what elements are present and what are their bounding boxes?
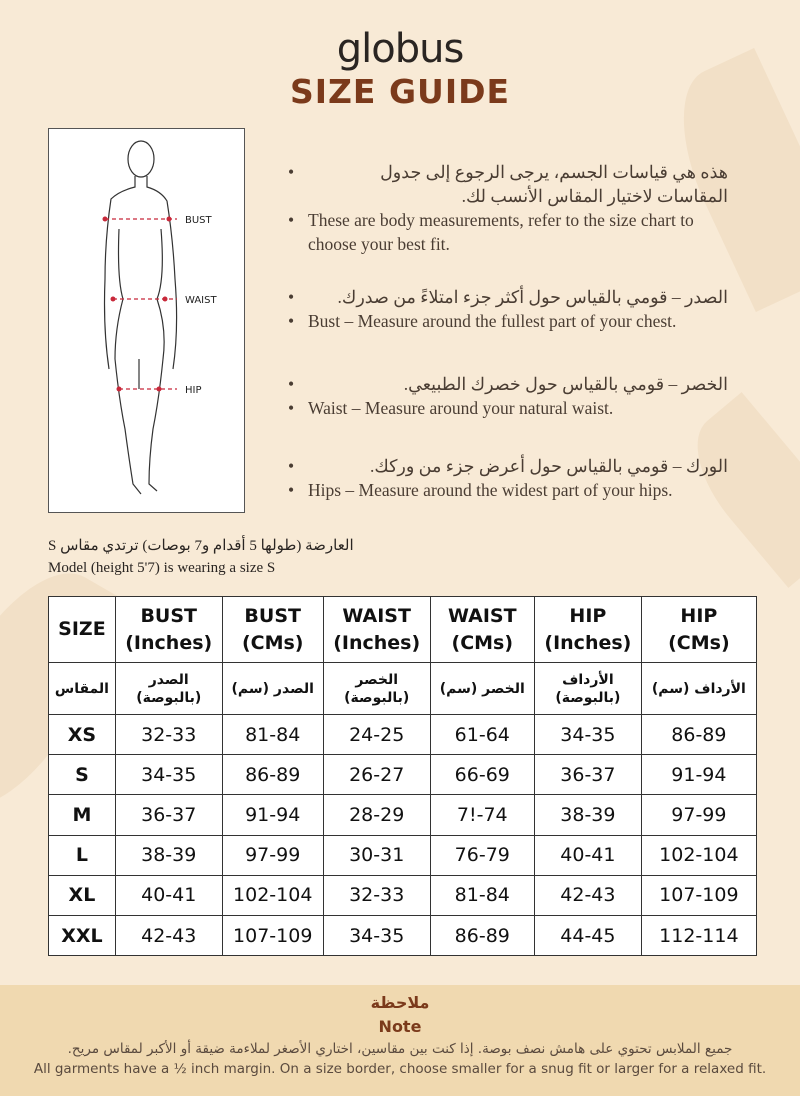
- measurement-cell: 40-41: [535, 835, 642, 875]
- column-header-ar-text: (بالبوصة): [344, 689, 410, 706]
- measurement-cell: 81-84: [430, 875, 534, 915]
- measurement-cell: 91-94: [222, 795, 323, 835]
- column-header-text: (Inches): [333, 631, 421, 654]
- column-header-text: (CMs): [451, 631, 514, 654]
- table-row: [49, 875, 757, 915]
- column-header: [115, 597, 222, 663]
- brand-logo: globus: [336, 26, 464, 72]
- arabic-header-row: [49, 663, 757, 715]
- note-text-en: All garments have a ½ inch margin. On a size border, choose smaller for a snug fit or larger for a relaxed fit.: [33, 1061, 767, 1077]
- page-title: SIZE GUIDE: [289, 72, 511, 111]
- column-header-text: WAIST: [342, 604, 411, 627]
- column-header-text: WAIST: [448, 604, 517, 627]
- column-header-text: HIP: [569, 604, 607, 627]
- measurement-cell: 86-89: [222, 755, 323, 795]
- measurement-cell: 24-25: [323, 715, 430, 755]
- column-header-text: (CMs): [668, 631, 730, 654]
- measurement-cell: 107-109: [641, 875, 756, 915]
- measurement-cell: 28-29: [323, 795, 430, 835]
- bullet-ar: • هذه هي قياسات الجسم، يرجى الرجوع إلى جدول المقاسات لاختيار المقاس الأنسب لك.: [288, 160, 728, 208]
- bust-label: BUST: [185, 215, 212, 226]
- body-measurement-figure: [48, 128, 245, 513]
- table-row: [49, 715, 757, 755]
- body-silhouette-icon: [49, 129, 246, 514]
- column-header: [222, 597, 323, 663]
- table-row: [49, 795, 757, 835]
- column-header-ar: [49, 663, 116, 715]
- bullet-en: • Waist – Measure around your natural waist.: [288, 396, 728, 420]
- note-title-en: Note: [378, 1017, 422, 1036]
- measurement-cell: 38-39: [115, 835, 222, 875]
- column-header-ar: [535, 663, 642, 715]
- size-cell: XXL: [49, 915, 116, 955]
- column-header: [323, 597, 430, 663]
- table-row: [49, 755, 757, 795]
- column-header-ar-text: الأرداف (سم): [651, 680, 746, 697]
- size-chart-table: [48, 596, 757, 956]
- measurement-cell: 38-39: [535, 795, 642, 835]
- size-cell: XS: [49, 715, 116, 755]
- measurement-cell: 86-89: [641, 715, 756, 755]
- measurement-cell: 61-64: [430, 715, 534, 755]
- column-header-ar: [323, 663, 430, 715]
- column-header-ar-text: (بالبوصة): [136, 689, 202, 706]
- size-cell: XL: [49, 875, 116, 915]
- measurement-cell: 7!-74: [430, 795, 534, 835]
- measurement-cell: 102-104: [641, 835, 756, 875]
- measurement-cell: 32-33: [115, 715, 222, 755]
- bullet-en: • Bust – Measure around the fullest part of your chest.: [288, 309, 728, 333]
- measurement-cell: 97-99: [641, 795, 756, 835]
- note-title-ar: ملاحظة: [370, 993, 430, 1012]
- measurement-cell: 40-41: [115, 875, 222, 915]
- column-header-text: BUST: [244, 604, 301, 627]
- column-header-ar-text: المقاس: [54, 680, 109, 697]
- measurement-cell: 26-27: [323, 755, 430, 795]
- size-cell: L: [49, 835, 116, 875]
- column-header-text: (Inches): [544, 631, 632, 654]
- column-header: [535, 597, 642, 663]
- measurement-cell: 34-35: [323, 915, 430, 955]
- column-header-ar-text: الخصر (سم): [439, 680, 525, 697]
- column-header-text: BUST: [140, 604, 197, 627]
- measurement-cell: 30-31: [323, 835, 430, 875]
- column-header: [641, 597, 756, 663]
- column-header-ar: [641, 663, 756, 715]
- bullet-en: • Hips – Measure around the widest part of your hips.: [288, 478, 728, 502]
- column-header-ar-text: الأرداف: [562, 671, 614, 688]
- table-row: [49, 835, 757, 875]
- instruction-general: [288, 160, 728, 256]
- model-info-en: Model (height 5'7) is wearing a size S: [48, 560, 276, 576]
- column-header-text: (CMs): [241, 631, 304, 654]
- measurement-cell: 32-33: [323, 875, 430, 915]
- column-header-ar-text: (بالبوصة): [555, 689, 621, 706]
- measurement-cell: 36-37: [115, 795, 222, 835]
- column-header-ar-text: الخصر: [355, 671, 399, 688]
- column-header-ar: [430, 663, 534, 715]
- table-row: [49, 915, 757, 955]
- measurement-cell: 91-94: [641, 755, 756, 795]
- instruction-waist: [288, 372, 728, 420]
- measurement-cell: 107-109: [222, 915, 323, 955]
- bullet-ar: • الخصر – قومي بالقياس حول خصرك الطبيعي.: [288, 372, 728, 396]
- column-header-ar: [222, 663, 323, 715]
- header-row: [49, 597, 757, 663]
- measurement-cell: 86-89: [430, 915, 534, 955]
- note-text-ar: جميع الملابس تحتوي على هامش نصف بوصة. إذا كنت بين مقاسين، اختاري الأصغر لملاءمة ضيقة أو الأكبر لمقاس مريح.: [67, 1041, 733, 1057]
- size-cell: M: [49, 795, 116, 835]
- column-header-ar-text: الصدر: [148, 671, 189, 688]
- model-info: [48, 535, 354, 579]
- measurement-cell: 66-69: [430, 755, 534, 795]
- bullet-ar: • الورك – قومي بالقياس حول أعرض جزء من وركك.: [288, 454, 728, 478]
- note-section: [0, 985, 800, 1096]
- column-header: [49, 597, 116, 663]
- column-header-ar: [115, 663, 222, 715]
- hip-label: HIP: [185, 385, 202, 396]
- bullet-en: • These are body measurements, refer to the size chart to choose your best fit.: [288, 208, 728, 256]
- measurement-cell: 42-43: [115, 915, 222, 955]
- size-cell: S: [49, 755, 116, 795]
- waist-label: WAIST: [185, 295, 217, 306]
- model-info-ar: العارضة (طولها 5 أقدام و7 بوصات) ترتدي مقاس S: [48, 538, 354, 554]
- measurement-cell: 76-79: [430, 835, 534, 875]
- measurement-cell: 36-37: [535, 755, 642, 795]
- measurement-cell: 97-99: [222, 835, 323, 875]
- instruction-hips: [288, 454, 728, 502]
- measurement-cell: 34-35: [115, 755, 222, 795]
- measurement-cell: 81-84: [222, 715, 323, 755]
- measurement-cell: 44-45: [535, 915, 642, 955]
- measurement-cell: 102-104: [222, 875, 323, 915]
- measurement-cell: 34-35: [535, 715, 642, 755]
- bullet-ar: • الصدر – قومي بالقياس حول أكثر جزء امتلاءً من صدرك.: [288, 285, 728, 309]
- column-header-ar-text: الصدر (سم): [231, 680, 314, 697]
- column-header-text: HIP: [680, 604, 718, 627]
- column-header-text: SIZE: [58, 618, 106, 640]
- column-header: [430, 597, 534, 663]
- measurement-cell: 42-43: [535, 875, 642, 915]
- measurement-cell: 112-114: [641, 915, 756, 955]
- instruction-bust: [288, 285, 728, 333]
- column-header-text: (Inches): [125, 631, 213, 654]
